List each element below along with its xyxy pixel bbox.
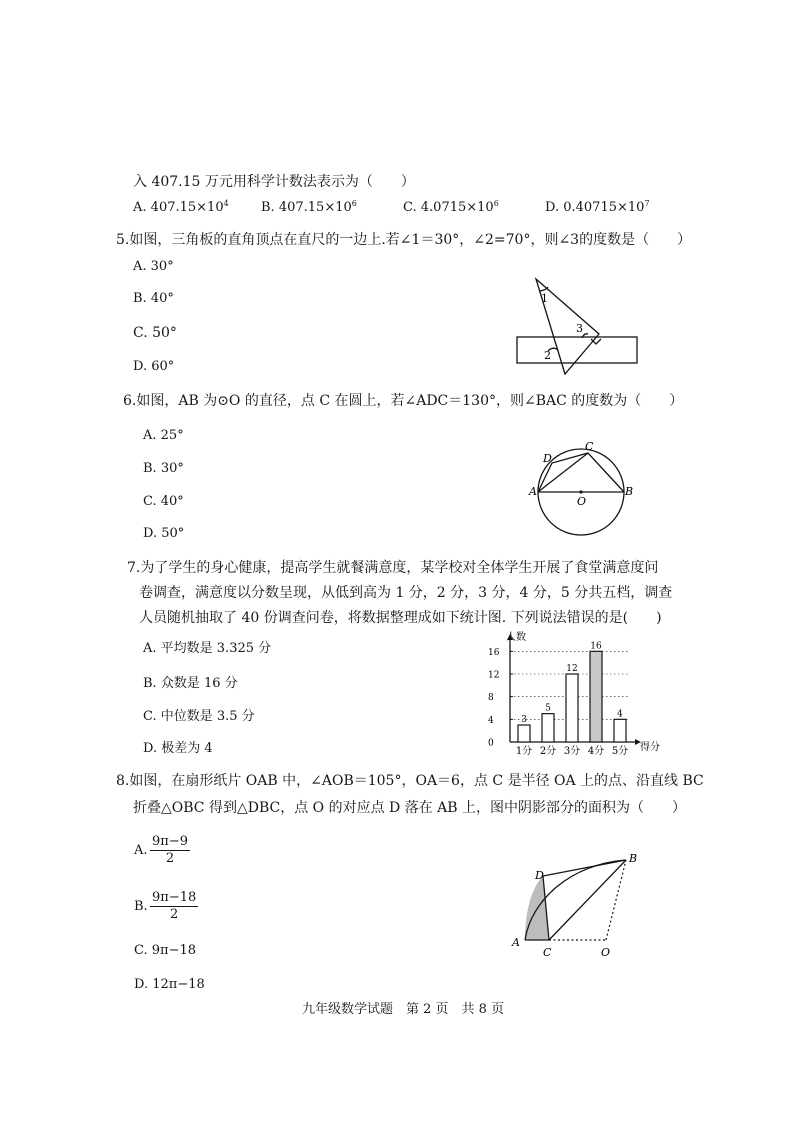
q5-triangle-ruler-figure [510, 272, 645, 380]
q8-option-a-fraction [150, 834, 190, 867]
bar-2分 [542, 714, 554, 742]
angle1-label: 1 [541, 292, 548, 305]
q8-option-c: C. 9π−18 [134, 943, 197, 958]
bar-value-label: 3 [521, 715, 527, 725]
page-footer: 九年级数学试题 第 2 页 共 8 页 [302, 1002, 505, 1017]
q6-option-b: B. 30° [143, 461, 184, 476]
q7-bar-chart [480, 628, 660, 760]
q6-option-d: D. 50° [143, 526, 185, 541]
y-tick-label: 12 [488, 670, 500, 681]
angle2-label: 2 [544, 349, 551, 362]
q5-option-b: B. 40° [133, 291, 174, 306]
category-label: 3分 [563, 746, 581, 757]
q8-sector-figure [505, 848, 655, 960]
q8-option-b-denominator: 2 [169, 907, 179, 922]
point-a-label: A [512, 936, 520, 949]
bar-value-label: 12 [566, 664, 578, 674]
q7-line1: 7.为了学生的身心健康，提高学生就餐满意度，某学校对全体学生开展了食堂满意度问 [127, 560, 659, 576]
q8-line2: 折叠△OBC 得到△DBC，点 O 的对应点 D 落在 AB 上，图中阴影部分的面积为（ ） [133, 800, 687, 816]
q8-option-a-numerator: 9π−9 [152, 834, 188, 849]
y-tick-label: 8 [488, 693, 494, 704]
q7-option-c: C. 中位数是 3.5 分 [143, 709, 255, 724]
category-label: 4分 [587, 746, 605, 757]
chart-ylabel: 人数 [506, 632, 526, 643]
angle3-label: 3 [576, 322, 583, 335]
y-tick-label: 4 [488, 715, 494, 726]
point-d-label: D [535, 869, 544, 882]
q8-option-d: D. 12π−18 [134, 977, 205, 992]
q6-circle-figure [528, 438, 638, 538]
category-label: 1分 [515, 746, 533, 757]
q4-option-a: A. $407.15\times 10^4$ [133, 199, 229, 215]
chart-xlabel: 得分 [640, 742, 660, 753]
point-o-label: O [577, 495, 587, 508]
q8-option-b-numerator: 9π−18 [152, 890, 197, 905]
q8-option-a-denominator: 2 [165, 851, 175, 866]
q7-option-a: A. 平均数是 3.325 分 [143, 641, 272, 656]
y-tick-label: 16 [488, 647, 500, 658]
bar-3分 [566, 674, 578, 742]
q5-option-d: D. 60° [133, 359, 175, 374]
bar-value-label: 4 [617, 709, 623, 720]
q8-line1: 8.如图，在扇形纸片 OAB 中，∠AOB＝105°，OA＝6，点 C 是半径 OA 上的点、沿直线 BC [116, 773, 704, 789]
q8-option-b-label: B. [134, 899, 148, 914]
bar-5分 [614, 719, 626, 742]
point-b-label: B [629, 852, 638, 865]
y-tick-label: 0 [488, 738, 494, 749]
q7-line3: 人员随机抽取了 40 份调查问卷，将数据整理成如下统计图. 下列说法错误的是( ) [139, 610, 662, 626]
q7-option-b: B. 众数是 16 分 [143, 676, 238, 691]
point-d-label: D [543, 452, 552, 465]
q5-option-c: C. 50° [133, 325, 177, 341]
q5-option-a: A. 30° [133, 259, 174, 274]
bar-value-label: 16 [590, 641, 602, 652]
q8-option-b-fraction [150, 890, 198, 923]
point-o-label: O [601, 946, 611, 959]
segment-ob-dashed [606, 860, 626, 940]
q8-option-a-label: A. [134, 843, 148, 858]
point-a-label: A [529, 485, 537, 498]
q6-stem: 6.如图，AB 为⊙O 的直径，点 C 在圆上，若∠ADC＝130°，则∠BAC 的度数为（ ） [123, 393, 684, 409]
q6-option-c: C. 40° [143, 494, 184, 509]
angle1-arc [540, 287, 548, 291]
q7-option-d: D. 极差为 4 [143, 741, 213, 756]
bar-value-label: 5 [545, 703, 551, 714]
point-b-label: B [625, 485, 634, 498]
q4-option-c: C. $4.0715\times 10^6$ [403, 199, 499, 215]
bar-1分 [518, 725, 530, 742]
q4-option-b: B. $407.15\times 10^6$ [261, 199, 357, 215]
center-point [579, 490, 582, 493]
point-c-label: C [543, 946, 552, 959]
q4-stem: 入 407.15 万元用科学计数法表示为（ ） [133, 174, 415, 190]
bar-4分 [590, 651, 602, 742]
category-label: 5分 [611, 746, 629, 757]
category-label: 2分 [539, 746, 557, 757]
q4-option-d: D. $0.40715\times 10^7$ [545, 199, 650, 215]
q6-option-a: A. 25° [143, 428, 184, 443]
q5-stem: 5.如图，三角板的直角顶点在直尺的一边上.若∠1＝30°，∠2=70°，则∠3的度数是（ ） [116, 232, 692, 248]
q7-line2: 卷调查，满意度以分数呈现，从低到高为 1 分，2 分，3 分，4 分，5 分共五档，调查 [139, 585, 673, 601]
point-c-label: C [585, 440, 594, 453]
